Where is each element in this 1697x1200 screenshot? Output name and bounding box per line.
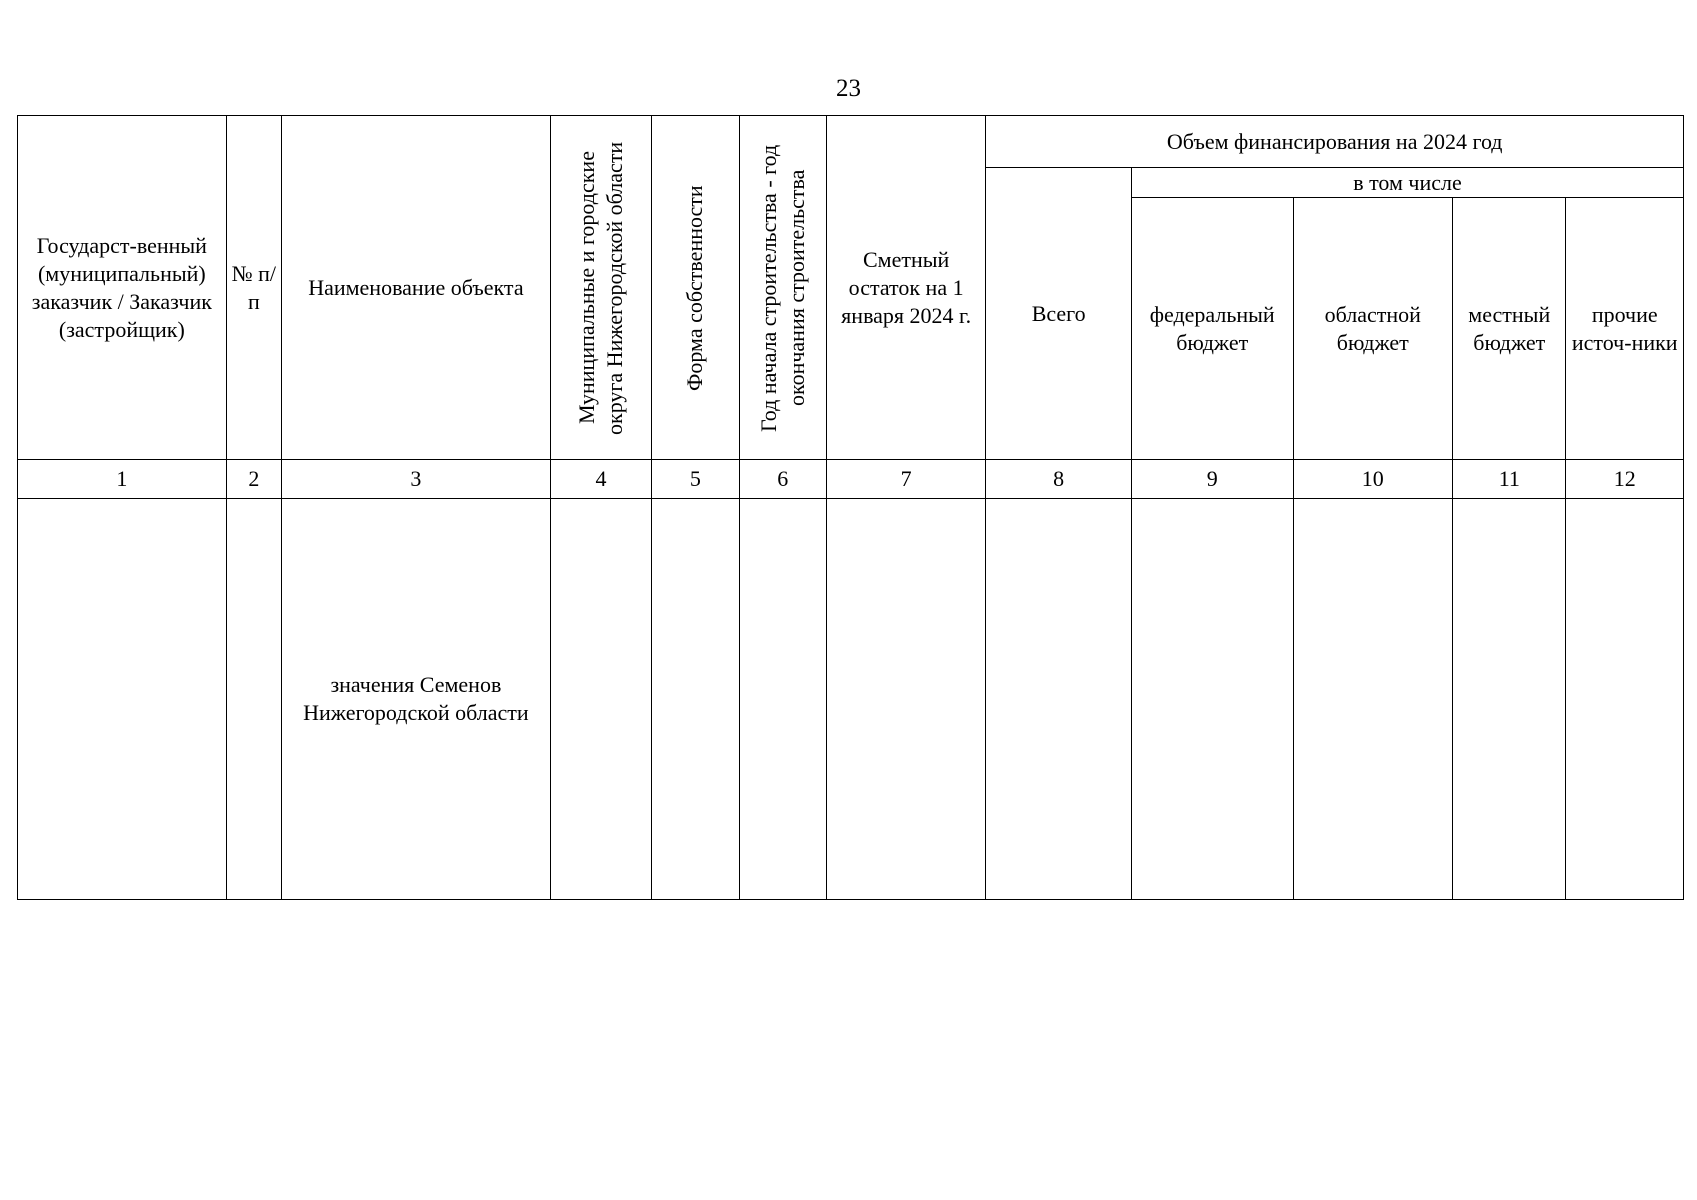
column-numbers-row	[18, 460, 1684, 499]
header-ownership-text: Форма собственности	[682, 184, 708, 391]
cell-regional	[1293, 499, 1453, 900]
header-row-1	[18, 116, 1684, 168]
cell-other	[1566, 499, 1684, 900]
header-construction-years-text: Год начала строительства - год окончания строительства	[755, 143, 809, 432]
column-number: 11	[1453, 460, 1566, 499]
header-ownership	[652, 116, 739, 460]
header-object-name: Наименование объекта	[281, 116, 550, 460]
header-districts	[550, 116, 651, 460]
cell-total	[986, 499, 1132, 900]
cell-customer	[18, 499, 227, 900]
column-number: 3	[281, 460, 550, 499]
column-number: 1	[18, 460, 227, 499]
page-number: 23	[836, 75, 861, 102]
cell-estimate-balance	[826, 499, 986, 900]
header-districts-text: Муниципальные и городские округа Нижегородской области	[574, 140, 628, 435]
cell-federal	[1131, 499, 1293, 900]
header-funding-group: Объем финансирования на 2024 год	[986, 116, 1684, 168]
header-local: местный бюджет	[1453, 198, 1566, 460]
column-number: 10	[1293, 460, 1453, 499]
column-number: 12	[1566, 460, 1684, 499]
column-number: 6	[739, 460, 826, 499]
cell-object-name: значения Семенов Нижегородской области	[281, 499, 550, 900]
header-number: № п/п	[226, 116, 281, 460]
cell-local	[1453, 499, 1566, 900]
header-estimate-balance: Сметный остаток на 1 января 2024 г.	[826, 116, 986, 460]
header-construction-years	[739, 116, 826, 460]
column-number: 2	[226, 460, 281, 499]
column-number: 5	[652, 460, 739, 499]
cell-ownership	[652, 499, 739, 900]
column-number: 4	[550, 460, 651, 499]
cell-districts	[550, 499, 651, 900]
header-federal: федеральный бюджет	[1131, 198, 1293, 460]
header-regional: областной бюджет	[1293, 198, 1453, 460]
column-number: 8	[986, 460, 1132, 499]
header-including: в том числе	[1131, 168, 1683, 198]
table-row	[18, 499, 1684, 900]
header-total: Всего	[986, 168, 1132, 460]
financing-table	[17, 115, 1684, 900]
column-number: 9	[1131, 460, 1293, 499]
header-other: прочие источ-ники	[1566, 198, 1684, 460]
column-number: 7	[826, 460, 986, 499]
cell-number	[226, 499, 281, 900]
header-customer: Государст-венный (муниципальный) заказчик / Заказчик (застройщик)	[18, 116, 227, 460]
cell-construction-years	[739, 499, 826, 900]
